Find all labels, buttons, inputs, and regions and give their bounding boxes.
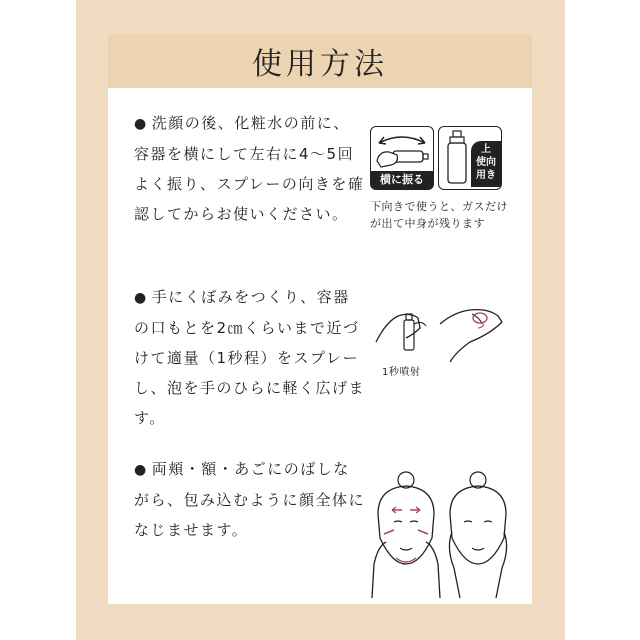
- step-3-text-block: [134, 454, 366, 545]
- step-3-illustration: [370, 468, 520, 598]
- step-1-text: 洗顔の後、化粧水の前に、容器を横にして左右に4〜5回よく振り、スプレーの向きを確認してからお使いください。: [134, 114, 365, 223]
- step-1-illustration: [370, 126, 510, 236]
- shake-sideways-box: [370, 126, 434, 190]
- shake-arrow-icon: [371, 129, 433, 173]
- use-upward-box: [438, 126, 502, 190]
- step-2-text: 手にくぼみをつくり、容器の口もとを2㎝くらいまで近づけて適量（1秒程）をスプレーし、泡を手のひらに軽く広げます。: [134, 288, 366, 427]
- step-1-text-block: [134, 108, 366, 229]
- face-application-icon: [370, 468, 520, 598]
- step-2-text-block: [134, 282, 366, 433]
- bullet-icon: ●: [134, 116, 148, 132]
- step-3-text: 両頬・額・あごにのばしながら、包み込むように顔全体になじませます。: [134, 460, 366, 539]
- instructions-panel: [108, 88, 532, 604]
- page-title: 使用方法: [252, 47, 388, 82]
- step-2-illustration: [370, 294, 510, 384]
- use-upward-label: 上 使向 用き: [471, 141, 501, 187]
- spray-hands-icon: [370, 294, 510, 364]
- header-bar: [108, 34, 532, 88]
- bullet-icon: ●: [134, 462, 148, 478]
- shake-label: 横に振る: [371, 171, 433, 189]
- bullet-icon: ●: [134, 290, 148, 306]
- step-1-caption: 下向きで使うと、ガスだけ が出て中身が残ります: [370, 200, 508, 230]
- step-2-caption: 1秒噴射: [382, 367, 421, 378]
